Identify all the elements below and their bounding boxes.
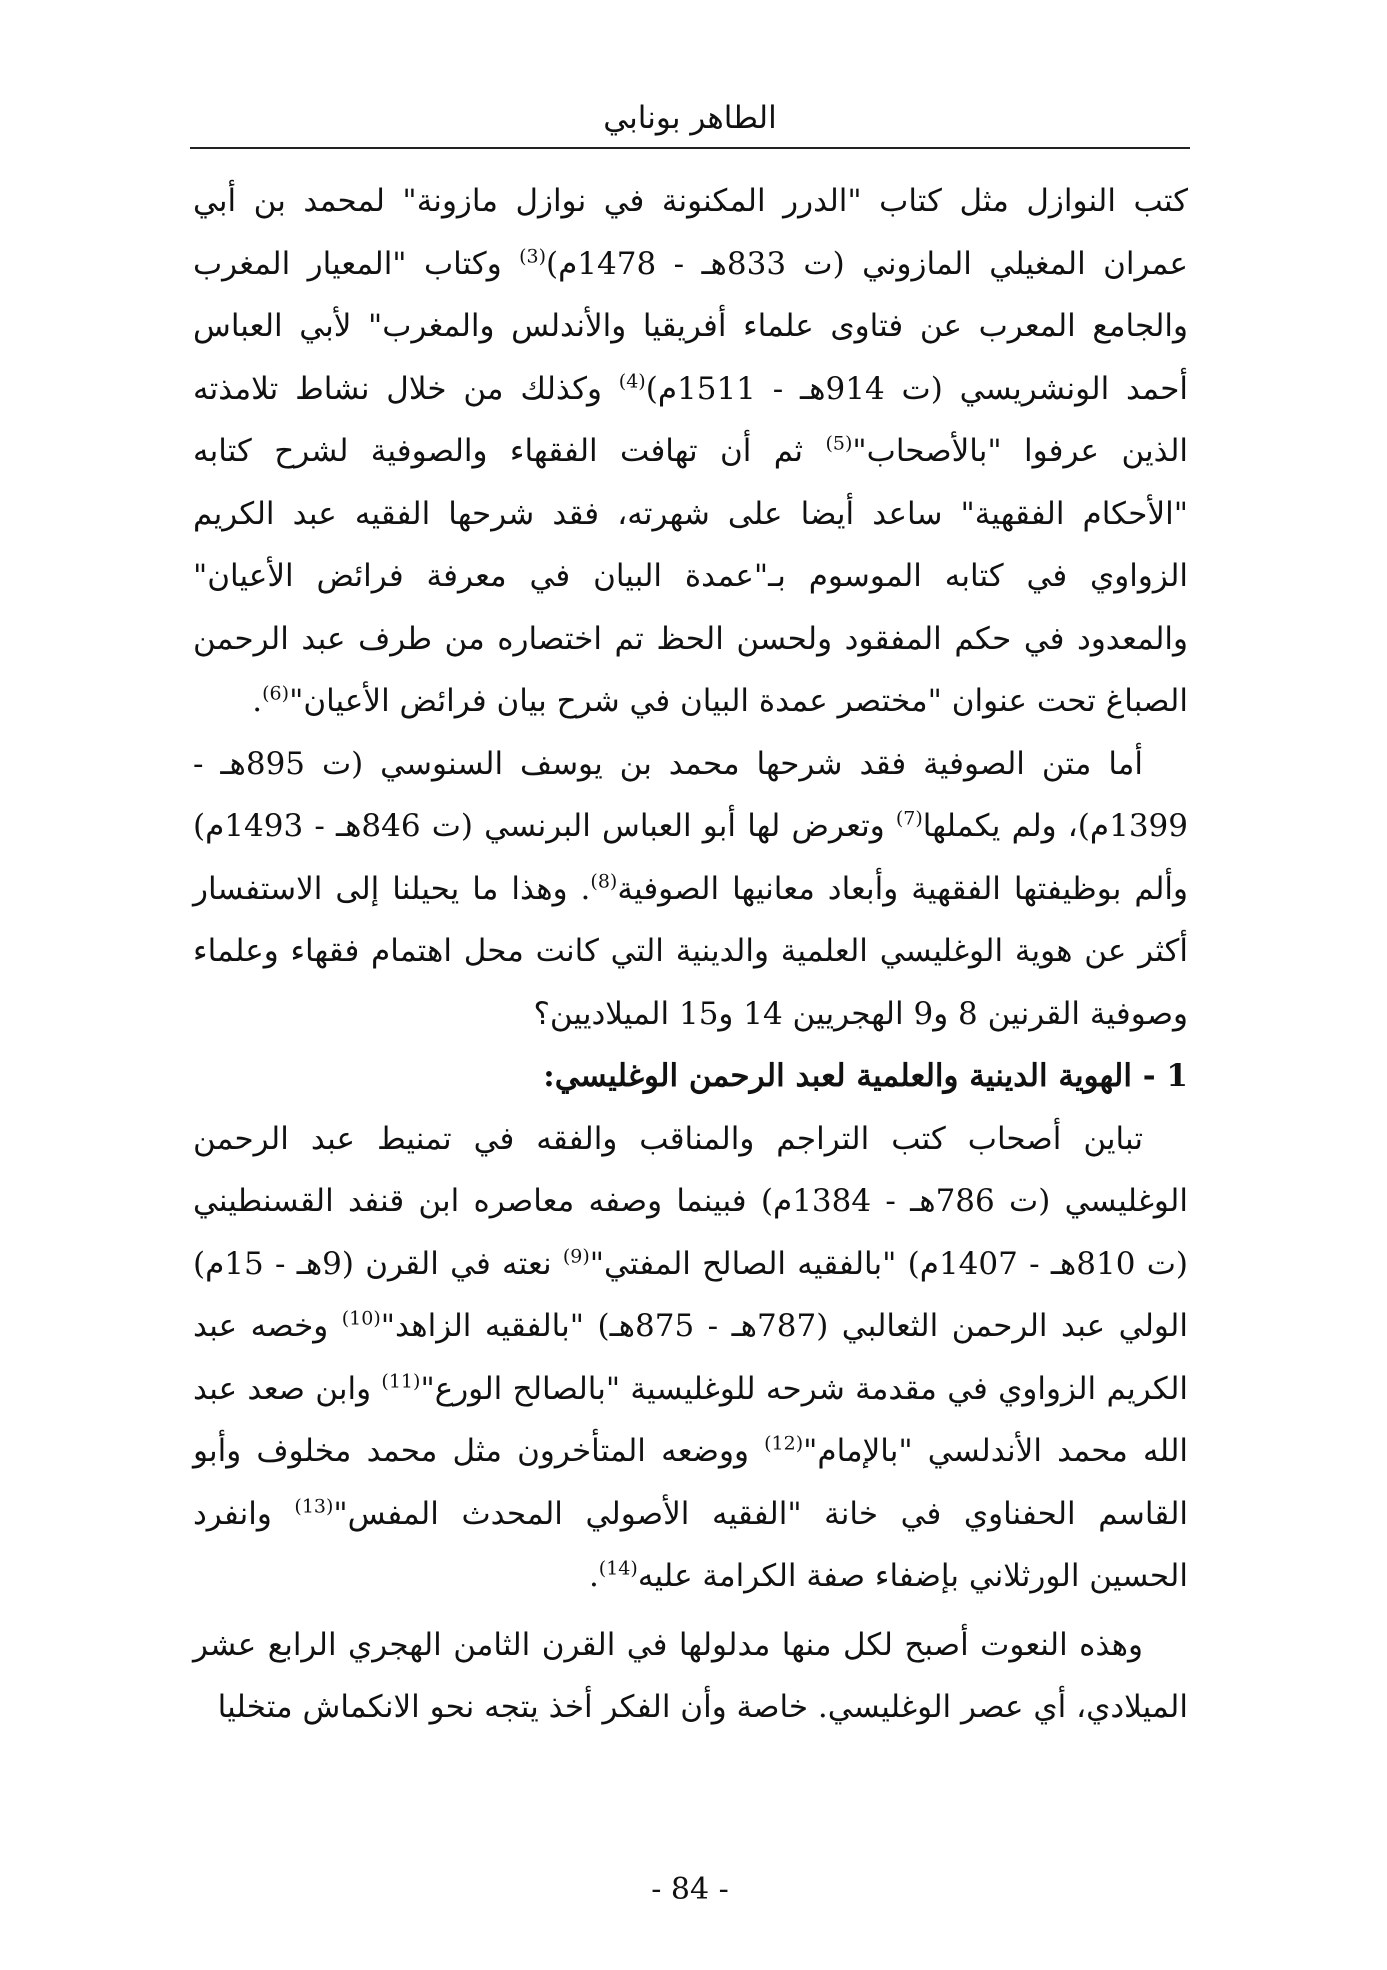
footnote-marker: (6)	[262, 682, 290, 705]
text-run: نعته في القرن (9هـ - 15م) الولي عبد الرحمن الثعالبي (787هـ - 875هـ) "بالفقيه الزاهد"	[193, 1245, 1188, 1344]
running-header: الطاهر بونابي	[603, 100, 777, 136]
text-run: وابن صعد عبد الله محمد الأندلسي "بالإمام"	[193, 1370, 1188, 1469]
text-run: كتب النوازل مثل كتاب "الدرر المكنونة في نوازل مازونة" لمحمد بن أبي عمران المغيلي المازوني (ت 833هـ - 1478م)	[193, 183, 1188, 282]
text-run: ثم أن تهافت الفقهاء والصوفية لشرح كتابه "الأحكام الفقهية" ساعد أيضا على شهرته، فقد شرحها الفقيه عبد الكريم الزواوي في كتابه الموسوم بـ"عمدة البيان في معرفة فرائض الأعيان" والمعدود في حكم المفقود ولحسن الحظ تم اختصاره من طرف عبد الرحمن الصباغ تحت عنوان "مختصر عمدة البيان في شرح بيان فرائض الأعيان"	[193, 433, 1188, 719]
paragraph	[193, 170, 1188, 733]
header-rule	[190, 147, 1190, 149]
text-run: وتعرض لها أبو العباس البرنسي (ت 846هـ - 1493م) وألم بوظيفتها الفقهية وأبعاد معانيها الصوفية	[193, 808, 1188, 907]
footnote-marker: (9)	[562, 1245, 590, 1268]
footnote-marker: (5)	[825, 432, 853, 455]
text-run: وهذه النعوت أصبح لكل منها مدلولها في القرن الثامن الهجري الرابع عشر الميلادي، أي عصر الوغليسي. خاصة وأن الفكر أخذ يتجه نحو الانكماش متخليا	[193, 1626, 1188, 1725]
body-text	[193, 170, 1188, 1739]
footnote-marker: (8)	[590, 870, 618, 893]
section-heading	[193, 1045, 1188, 1108]
paragraph	[193, 733, 1188, 1046]
footnote-marker: (10)	[341, 1307, 381, 1330]
footnote-marker: (3)	[519, 245, 546, 268]
footnote-marker: (4)	[618, 370, 646, 393]
footnote-marker: (12)	[764, 1432, 804, 1455]
text-run: 1 - الهوية الدينية والعلمية لعبد الرحمن الوغليسي:	[543, 1058, 1188, 1094]
text-run: أما متن الصوفية فقد شرحها محمد بن يوسف السنوسي (ت 895هـ - 1399م)، ولم يكملها	[193, 745, 1188, 844]
paragraph	[193, 1108, 1188, 1608]
footnote-marker: (14)	[598, 1557, 638, 1580]
text-run: . وهذا ما يحيلنا إلى الاستفسار أكثر عن هوية الوغليسي العلمية والدينية التي كانت محل اهتمام فقهاء وعلماء وصوفية القرنين 8 و9 الهجريين 14 و15 الميلاديين؟	[193, 870, 1188, 1032]
footnote-marker: (13)	[294, 1495, 334, 1518]
text-run: تباين أصحاب كتب التراجم والمناقب والفقه في تمنيط عبد الرحمن الوغليسي (ت 786هـ - 1384م) فبينما وصفه معاصره ابن قنفد القسنطيني (ت 810هـ - 1407م) "بالفقيه الصالح المفتي"	[193, 1120, 1188, 1282]
footnote-marker: (11)	[381, 1370, 421, 1393]
text-run: .	[252, 683, 263, 719]
page-number: - 84 -	[651, 1872, 729, 1907]
paragraph	[193, 1614, 1188, 1739]
text-run: وانفرد الحسين الورثلاني بإضفاء صفة الكرامة عليه	[193, 1495, 1188, 1594]
text-run: وكتاب "المعيار المغرب والجامع المعرب عن فتاوى علماء أفريقيا والأندلس والمغرب" لأبي العباس أحمد الونشريسي (ت 914هـ - 1511م)	[193, 245, 1188, 407]
text-run: ووضعه المتأخرون مثل محمد مخلوف وأبو القاسم الحفناوي في خانة "الفقيه الأصولي المحدث المفس"	[193, 1433, 1189, 1532]
footnote-marker: (7)	[895, 807, 923, 830]
text-run: .	[588, 1558, 599, 1594]
text-run: وخصه عبد الكريم الزواوي في مقدمة شرحه للوغليسية "بالصالح الورع"	[193, 1308, 1189, 1407]
text-run: وكذلك من خلال نشاط تلامذته الذين عرفوا "بالأصحاب"	[193, 370, 1189, 469]
